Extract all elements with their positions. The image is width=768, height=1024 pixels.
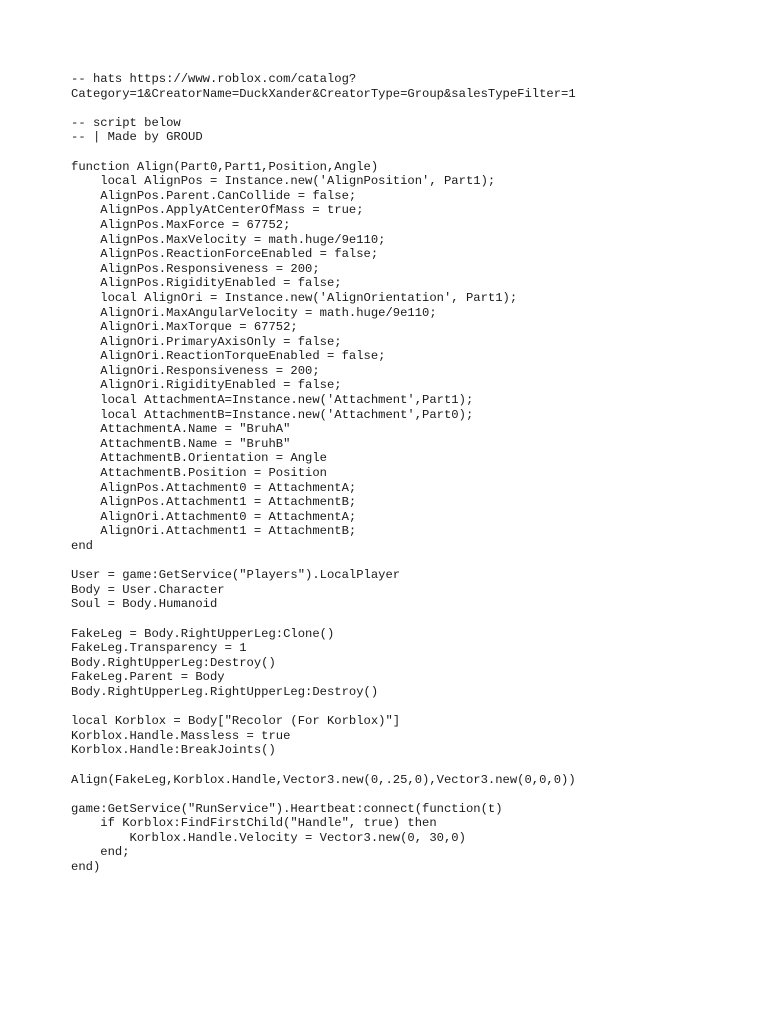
code-line: Korblox.Handle:BreakJoints() [71,743,276,758]
code-line: AttachmentB.Orientation = Angle [71,451,327,466]
code-line: AlignPos.MaxVelocity = math.huge/9e110; [71,232,386,247]
code-line: -- hats https://www.roblox.com/catalog? [71,72,357,86]
code-line: local AttachmentB=Instance.new('Attachment',Part0); [71,407,474,422]
code-line: local AlignPos = Instance.new('AlignPosition', Part1); [71,174,496,189]
code-line: AlignPos.ApplyAtCenterOfMass = true; [71,203,364,218]
code-line: AlignPos.Parent.CanCollide = false; [71,188,357,203]
code-line [71,758,751,773]
code-line: Body = User.Character [71,582,225,597]
code-line: AlignPos.MaxForce = 67752; [71,217,291,232]
code-line: end) [71,860,101,875]
code-line: FakeLeg.Transparency = 1 [71,641,247,656]
code-line: AlignPos.Responsiveness = 200; [71,261,320,276]
code-line: AttachmentA.Name = "BruhA" [71,422,291,437]
code-line: FakeLeg = Body.RightUpperLeg:Clone() [71,626,335,641]
code-line [71,787,751,802]
code-line: AlignPos.ReactionForceEnabled = false; [71,247,379,262]
code-line: local Korblox = Body["Recolor (For Korblox)"] [71,714,401,729]
document-page [71,72,751,875]
code-line [71,145,751,160]
code-line: AlignOri.MaxTorque = 67752; [71,320,298,335]
code-line [71,101,751,116]
code-line: AlignPos.Attachment1 = AttachmentB; [71,495,357,510]
code-line: local AttachmentA=Instance.new('Attachment',Part1); [71,393,474,408]
code-line: function Align(Part0,Part1,Position,Angle) [71,159,379,174]
code-line: end; [71,845,130,860]
code-line: Category=1&CreatorName=DuckXander&CreatorType=Group&salesTypeFilter=1 [71,86,576,101]
code-line: Body.RightUpperLeg:Destroy() [71,655,276,670]
code-line: Korblox.Handle.Velocity = Vector3.new(0, 30,0) [71,830,466,845]
code-line: if Korblox:FindFirstChild("Handle", true) then [71,816,437,831]
code-line: Soul = Body.Humanoid [71,597,218,612]
code-line [71,612,751,627]
code-line: Align(FakeLeg,Korblox.Handle,Vector3.new(0,.25,0),Vector3.new(0,0,0)) [71,772,576,787]
code-line: end [71,539,93,553]
code-line: AlignOri.Attachment0 = AttachmentA; [71,509,357,524]
code-line [71,700,751,715]
code-line: Korblox.Handle.Massless = true [71,728,291,743]
code-line: -- script below [71,115,181,130]
code-line: AlignOri.PrimaryAxisOnly = false; [71,334,342,349]
code-line: AttachmentB.Name = "BruhB" [71,436,291,451]
code-line: AttachmentB.Position = Position [71,466,327,481]
code-line: User = game:GetService("Players").LocalPlayer [71,568,401,583]
code-line: -- | Made by GROUD [71,130,203,145]
code-line: AlignOri.RigidityEnabled = false; [71,378,342,393]
code-line: AlignOri.MaxAngularVelocity = math.huge/9e110; [71,305,437,320]
code-line: AlignOri.ReactionTorqueEnabled = false; [71,349,386,364]
code-line: game:GetService("RunService").Heartbeat:connect(function(t) [71,801,503,816]
code-line: local AlignOri = Instance.new('AlignOrientation', Part1); [71,290,518,305]
code-line: AlignOri.Attachment1 = AttachmentB; [71,524,357,539]
code-line: AlignPos.RigidityEnabled = false; [71,276,342,291]
code-line: AlignPos.Attachment0 = AttachmentA; [71,480,357,495]
code-block [71,72,751,875]
code-line: AlignOri.Responsiveness = 200; [71,363,320,378]
code-line: FakeLeg.Parent = Body [71,670,225,685]
code-line: Body.RightUpperLeg.RightUpperLeg:Destroy() [71,684,379,699]
code-line [71,554,751,569]
